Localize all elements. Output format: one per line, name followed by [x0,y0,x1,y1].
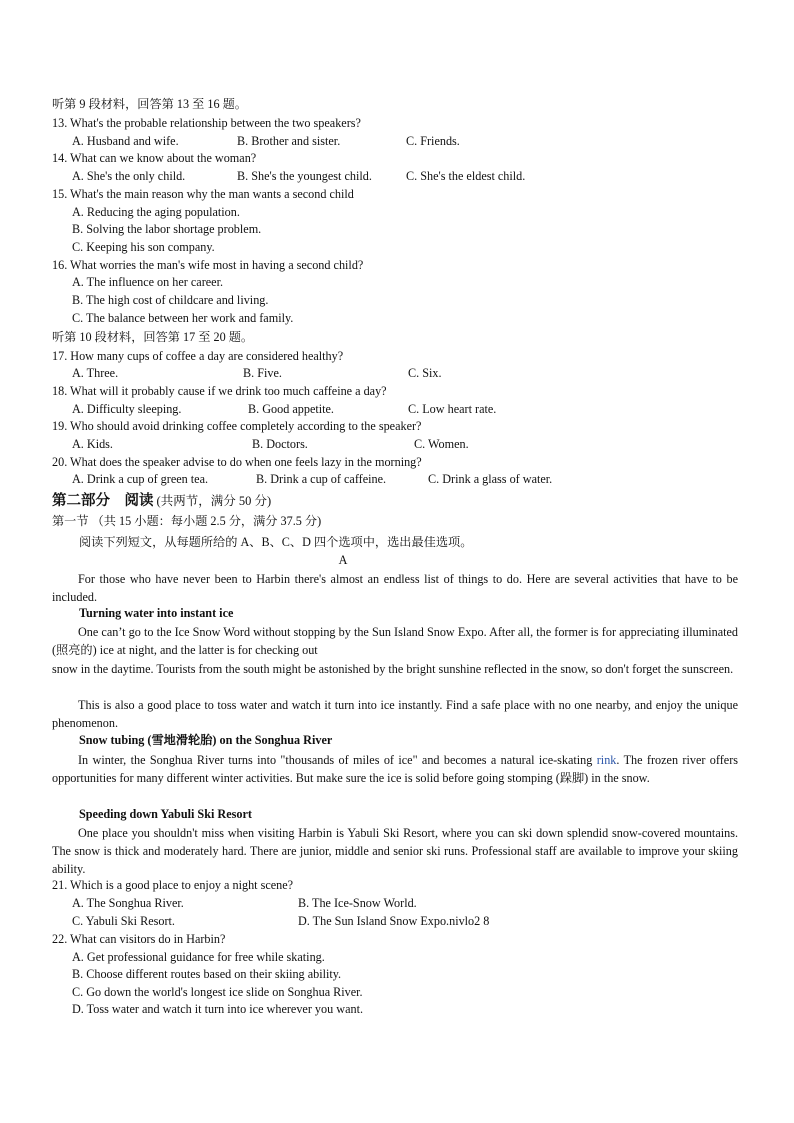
question-13: 13. What's the probable relationship between the two speakers? [52,116,361,130]
q14-option-b: B. She's the youngest child. [237,169,372,183]
q14-option-a: A. She's the only child. [72,169,186,183]
section-9-heading: 听第 9 段材料，回答第 13 至 16 题。 [52,97,247,111]
question-17: 17. How many cups of coffee a day are considered healthy? [52,349,344,363]
q22-option-a: A. Get professional guidance for free while skating. [72,950,325,964]
passage-heading-1: Turning water into instant ice [79,606,234,620]
q19-option-b: B. Doctors. [252,437,308,451]
q17-option-b: B. Five. [243,366,282,380]
question-14: 14. What can we know about the woman? [52,151,257,165]
paragraph-1a-text: One can’t go to the Ice Snow Word without stopping by the Sun Island Snow Expo. After all, the former is for appreciating illuminated (照亮的) ice at night, and the latter is for checking out [52,625,738,658]
q16-option-c: C. The balance between her work and family. [72,311,294,325]
question-21: 21. Which is a good place to enjoy a night scene? [52,878,294,892]
q17-option-c: C. Six. [408,366,442,380]
passage-intro-text: For those who have never been to Harbin there's almost an endless list of things to do. Here are several activities that have to be included. [52,572,738,605]
question-22: 22. What can visitors do in Harbin? [52,932,226,946]
passage-heading-2: Snow tubing (雪地滑轮胎) on the Songhua River [79,733,333,747]
passage-label: A [338,553,348,567]
passage-paragraph-1a [52,623,738,659]
q22-option-c: C. Go down the world's longest ice slide on Songhua River. [72,985,363,999]
passage-paragraph-1b [52,660,738,678]
passage-intro [52,570,738,606]
q16-option-a: A. The influence on her career. [72,275,224,289]
paragraph-3-start: In winter, the Songhua River turns into "thousands of miles of ice" and becomes a natural ice-skating [78,753,597,767]
section-10-heading: 听第 10 段材料，回答第 17 至 20 题。 [52,330,254,344]
paragraph-4-text: One place you shouldn't miss when visiting Harbin is Yabuli Ski Resort, where you can ski down splendid snow-covered mountains. The snow is thick and moderately hard. There are junior, middle and senior ski runs. Professional staff are available to improve your skiing ability. [52,826,738,877]
q13-option-c: C. Friends. [406,134,460,148]
q18-option-a: A. Difficulty sleeping. [72,402,182,416]
q21-option-b: B. The Ice-Snow World. [298,896,417,910]
passage-paragraph-2 [52,696,738,732]
q21-option-d: D. The Sun Island Snow Expo.nivlo2 8 [298,914,490,928]
paragraph-3-end: . The frozen river offers opportunities for many different winter activities. But make sure the ice is solid before going stomping (跺脚) in the snow. [52,753,738,786]
passage-paragraph-4 [52,824,738,879]
q13-option-b: B. Brother and sister. [237,134,341,148]
paragraph-2-text: This is also a good place to toss water and watch it turn into ice instantly. Find a safe place with no one nearby, and enjoy the unique phenomenon. [52,698,738,731]
paragraph-3-text [52,751,738,787]
q14-option-c: C. She's the eldest child. [406,169,526,183]
q15-option-a: A. Reducing the aging population. [72,205,240,219]
q19-option-a: A. Kids. [72,437,113,451]
rink-link[interactable]: rink [596,753,617,767]
q22-option-b: B. Choose different routes based on their skiing ability. [72,967,342,981]
q13-option-a: A. Husband and wife. [72,134,179,148]
q20-option-b: B. Drink a cup of caffeine. [256,472,387,486]
paragraph-1b-text: snow in the daytime. Tourists from the south might be astonished by the bright sunshine reflected in the snow, so don't forget the sunscreen. [52,662,734,676]
question-18: 18. What will it probably cause if we drink too much caffeine a day? [52,384,387,398]
part-2-title: 第二部分 阅读 [52,493,154,509]
q22-option-d: D. Toss water and watch it turn into ice wherever you want. [72,1002,363,1016]
passage-paragraph-3 [52,751,738,787]
q18-option-b: B. Good appetite. [248,402,334,416]
q20-option-c: C. Drink a glass of water. [428,472,553,486]
q17-option-a: A. Three. [72,366,119,380]
q20-option-a: A. Drink a cup of green tea. [72,472,209,486]
passage-heading-3: Speeding down Yabuli Ski Resort [79,807,252,821]
part-2-heading [52,491,271,511]
question-19: 19. Who should avoid drinking coffee completely according to the speaker? [52,419,422,433]
q19-option-c: C. Women. [414,437,469,451]
q15-option-c: C. Keeping his son company. [72,240,215,254]
reading-instruction: 阅读下列短文，从每题所给的 A、B、C、D 四个选项中，选出最佳选项。 [79,535,473,549]
q21-option-a: A. The Songhua River. [72,896,184,910]
question-15: 15. What's the main reason why the man wants a second child [52,187,354,201]
question-16: 16. What worries the man's wife most in having a second child? [52,258,364,272]
question-20: 20. What does the speaker advise to do when one feels lazy in the morning? [52,455,422,469]
section-1-heading: 第一节 （共 15 小题：每小题 2.5 分，满分 37.5 分) [52,514,322,528]
q21-option-c: C. Yabuli Ski Resort. [72,914,175,928]
q18-option-c: C. Low heart rate. [408,402,497,416]
q15-option-b: B. Solving the labor shortage problem. [72,222,262,236]
q16-option-b: B. The high cost of childcare and living. [72,293,269,307]
part-2-score: (共两节，满分 50 分) [156,494,272,508]
